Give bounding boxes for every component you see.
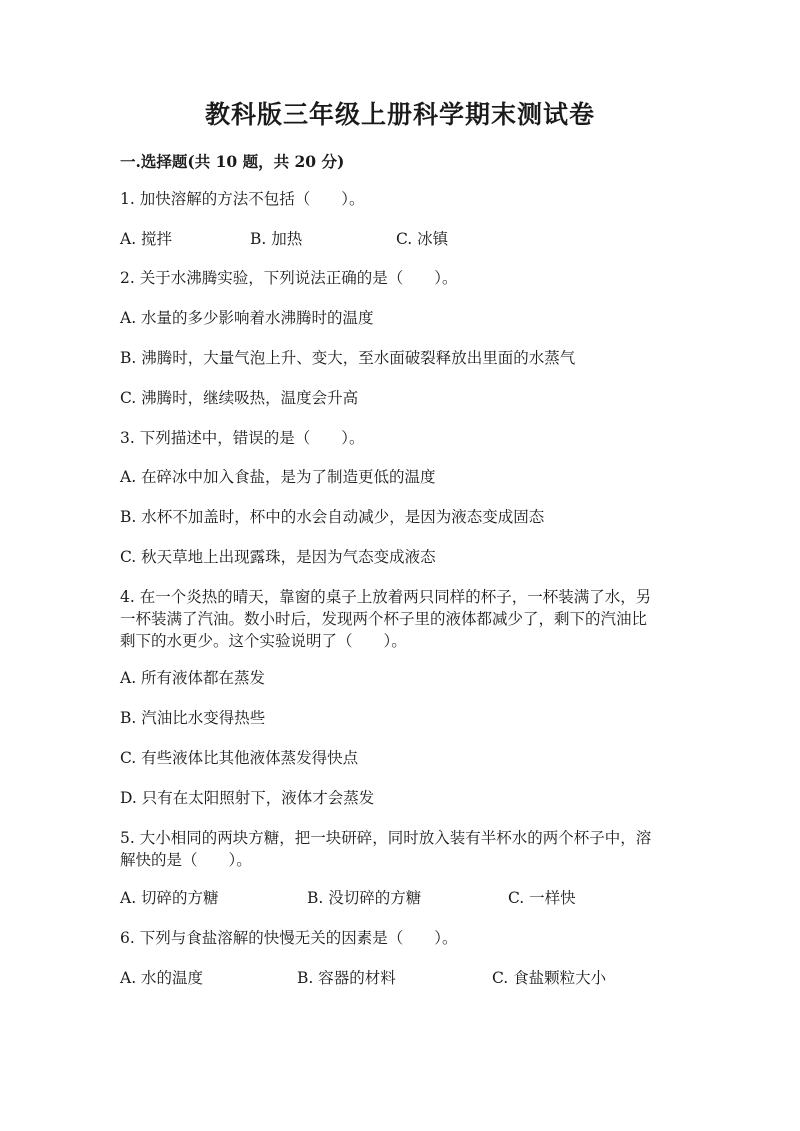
- question-1-stem: 1. 加快溶解的方法不包括（ ）。: [120, 190, 365, 208]
- exam-title: 教科版三年级上册科学期末测试卷: [204, 100, 595, 129]
- question-4-stem-line-1: 4. 在一个炎热的晴天，靠窗的桌子上放着两只同样的杯子，一杯装满了水，另: [120, 588, 652, 606]
- question-4-option-a: A. 所有液体都在蒸发: [120, 669, 266, 687]
- question-5-stem-line-2: 解快的是（ ）。: [120, 851, 252, 869]
- question-5-stem-line-1: 5. 大小相同的两块方糖，把一块研碎，同时放入装有半杯水的两个杯子中，溶: [120, 829, 652, 847]
- section-heading: 一.选择题(共 10 题，共 20 分): [120, 152, 345, 171]
- question-2-option-c: C. 沸腾时，继续吸热，温度会升高: [120, 389, 359, 407]
- question-3-option-a: A. 在碎冰中加入食盐，是为了制造更低的温度: [120, 468, 436, 486]
- question-1-option-b: B. 加热: [250, 230, 303, 248]
- question-5-option-a: A. 切碎的方糖: [120, 889, 219, 907]
- question-5-option-c: C. 一样快: [508, 889, 576, 907]
- question-2-option-b: B. 沸腾时，大量气泡上升、变大，至水面破裂释放出里面的水蒸气: [120, 349, 576, 367]
- question-4-stem-line-3: 剩下的水更少。这个实验说明了（ ）。: [120, 632, 407, 650]
- question-1-option-c: C. 冰镇: [396, 230, 449, 248]
- question-2-option-a: A. 水量的多少影响着水沸腾时的温度: [120, 309, 374, 327]
- question-2-stem: 2. 关于水沸腾实验，下列说法正确的是（ ）。: [120, 269, 458, 287]
- question-1-option-a: A. 搅拌: [120, 230, 173, 248]
- question-3-option-c: C. 秋天草地上出现露珠，是因为气态变成液态: [120, 548, 436, 566]
- question-4-option-b: B. 汽油比水变得热些: [120, 709, 266, 727]
- question-6-option-b: B. 容器的材料: [297, 969, 396, 987]
- question-3-option-b: B. 水杯不加盖时，杯中的水会自动减少，是因为液态变成固态: [120, 508, 545, 526]
- question-6-option-c: C. 食盐颗粒大小: [492, 969, 607, 987]
- question-6-stem: 6. 下列与食盐溶解的快慢无关的因素是（ ）。: [120, 929, 458, 947]
- question-6-option-a: A. 水的温度: [120, 969, 204, 987]
- question-4-option-c: C. 有些液体比其他液体蒸发得快点: [120, 749, 359, 767]
- question-4-option-d: D. 只有在太阳照射下，液体才会蒸发: [120, 789, 375, 807]
- question-4-stem-line-2: 一杯装满了汽油。数小时后，发现两个杯子里的液体都减少了，剩下的汽油比: [120, 610, 648, 628]
- question-5-option-b: B. 没切碎的方糖: [307, 889, 422, 907]
- question-3-stem: 3. 下列描述中，错误的是（ ）。: [120, 429, 365, 447]
